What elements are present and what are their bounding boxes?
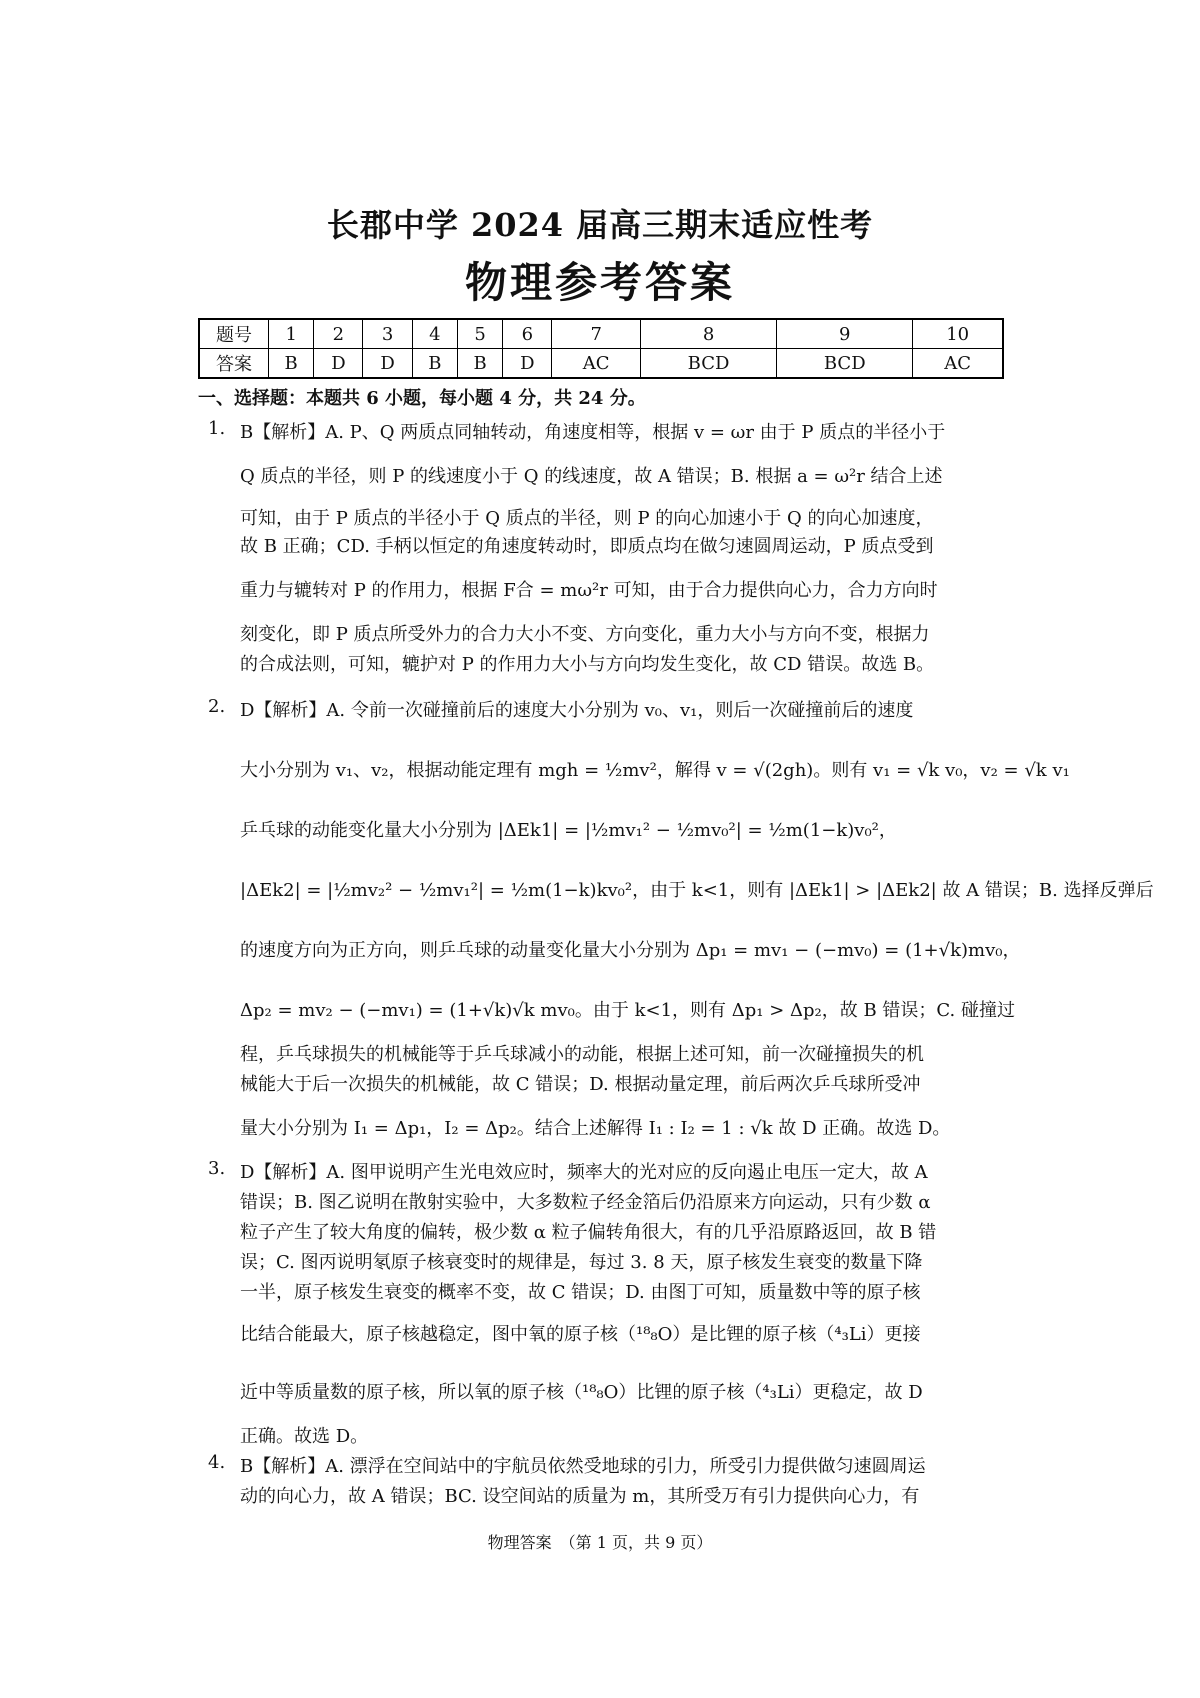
text-line: 一半，原子核发生衰变的概率不变，故 C 错误；D. 由图丁可知，质量数中等的原子核 <box>240 1282 921 1303</box>
text-line: 动的向心力，故 A 错误；BC. 设空间站的质量为 m，其所受万有引力提供向心力，有 <box>240 1486 920 1507</box>
table-cell: B <box>269 349 314 379</box>
text-line: 正确。故选 D。 <box>240 1426 369 1447</box>
exam-title: 长郡中学 2024 届高三期末适应性考 <box>326 206 874 244</box>
text-line: |ΔEk2| = |½mv₂² − ½mv₁²| = ½m(1−k)kv₀²，由于 k<1，则有 |ΔEk1| > |ΔEk2| 故 A 错误；B. 选择反弹后 <box>240 880 1154 901</box>
table-cell: D <box>314 349 363 379</box>
text-line: 的速度方向为正方向，则乒乓球的动量变化量大小分别为 Δp₁ = mv₁ − (−mv₀) = (1+√k)mv₀， <box>240 940 1021 961</box>
question-number: 4. <box>208 1452 226 1473</box>
text-line: 刻变化，即 P 质点所受外力的合力大小不变、方向变化，重力大小与方向不变，根据力 <box>240 624 930 645</box>
table-cell: 3 <box>363 319 412 349</box>
table-cell: BCD <box>640 349 776 379</box>
table-cell: 1 <box>269 319 314 349</box>
question-number-row <box>199 319 1003 349</box>
text-line: 程，乒乓球损失的机械能等于乒乓球减小的动能，根据上述可知，前一次碰撞损失的机 <box>240 1044 924 1065</box>
text-line: 粒子产生了较大角度的偏转，极少数 α 粒子偏转角很大，有的几乎沿原路返回，故 B 错 <box>240 1222 937 1243</box>
table-cell: 6 <box>503 319 552 349</box>
table-cell: B <box>457 349 502 379</box>
text-line: Δp₂ = mv₂ − (−mv₁) = (1+√k)√k mv₀。由于 k<1，则有 Δp₁ > Δp₂，故 B 错误；C. 碰撞过 <box>240 1000 1015 1021</box>
text-line: 比结合能最大，原子核越稳定，图中氧的原子核（¹⁸₈O）是比锂的原子核（⁴₃Li）更接 <box>240 1324 921 1345</box>
text-line: B【解析】A. 漂浮在空间站中的宇航员依然受地球的引力，所受引力提供做匀速圆周运 <box>240 1456 926 1477</box>
page-footer: 物理答案 （第 1 页，共 9 页） <box>487 1533 713 1552</box>
table-cell: B <box>412 349 457 379</box>
question-number: 2. <box>208 696 226 717</box>
section-heading: 一、选择题：本题共 6 小题，每小题 4 分，共 24 分。 <box>198 388 646 409</box>
text-line: 的合成法则，可知，辘护对 P 的作用力大小与方向均发生变化，故 CD 错误。故选 B。 <box>240 654 935 675</box>
answer-table <box>198 318 1004 379</box>
text-line: 乒乓球的动能变化量大小分别为 |ΔEk1| = |½mv₁² − ½mv₀²| = ½m(1−k)v₀²， <box>240 820 897 841</box>
text-line: 故 B 正确；CD. 手柄以恒定的角速度转动时，即质点均在做匀速圆周运动，P 质点受到 <box>240 536 934 557</box>
table-cell: AC <box>552 349 640 379</box>
question-number: 1. <box>208 418 226 439</box>
text-line: 量大小分别为 I₁ = Δp₁，I₂ = Δp₂。结合上述解得 I₁ : I₂ = 1 : √k 故 D 正确。故选 D。 <box>240 1118 951 1139</box>
text-line: 械能大于后一次损失的机械能，故 C 错误；D. 根据动量定理，前后两次乒乓球所受冲 <box>240 1074 921 1095</box>
text-line: D【解析】A. 令前一次碰撞前后的速度大小分别为 v₀、v₁，则后一次碰撞前后的速度 <box>240 700 914 721</box>
text-line: 错误；B. 图乙说明在散射实验中，大多数粒子经金箔后仍沿原来方向运动，只有少数 α <box>240 1192 931 1213</box>
text-line: 可知，由于 P 质点的半径小于 Q 质点的半径，则 P 的向心加速小于 Q 的向心加速度， <box>240 508 934 529</box>
text-line: 重力与辘转对 P 的作用力，根据 F合 = mω²r 可知，由于合力提供向心力，合力方向时 <box>240 580 938 601</box>
table-cell: 10 <box>913 319 1003 349</box>
table-cell: BCD <box>777 349 913 379</box>
table-cell: D <box>503 349 552 379</box>
text-line: D【解析】A. 图甲说明产生光电效应时，频率大的光对应的反向遏止电压一定大，故 A <box>240 1162 928 1183</box>
text-line: 近中等质量数的原子核，所以氧的原子核（¹⁸₈O）比锂的原子核（⁴₃Li）更稳定，故 D <box>240 1382 923 1403</box>
row-label: 题号 <box>199 319 269 349</box>
answer-key-title: 物理参考答案 <box>464 258 735 307</box>
text-line: 大小分别为 v₁、v₂，根据动能定理有 mgh = ½mv²，解得 v = √(2gh)。则有 v₁ = √k v₀，v₂ = √k v₁ <box>240 760 1070 781</box>
table-cell: 9 <box>777 319 913 349</box>
row-label: 答案 <box>199 349 269 379</box>
table-cell: 5 <box>457 319 502 349</box>
table-cell: 2 <box>314 319 363 349</box>
table-cell: 7 <box>552 319 640 349</box>
table-cell: 8 <box>640 319 776 349</box>
text-line: Q 质点的半径，则 P 的线速度小于 Q 的线速度，故 A 错误；B. 根据 a = ω²r 结合上述 <box>240 466 943 487</box>
table-cell: AC <box>913 349 1003 379</box>
answer-row <box>199 349 1003 379</box>
text-line: B【解析】A. P、Q 两质点同轴转动，角速度相等，根据 v = ωr 由于 P 质点的半径小于 <box>240 422 946 443</box>
text-line: 误；C. 图丙说明氡原子核衰变时的规律是，每过 3. 8 天，原子核发生衰变的数量下降 <box>240 1252 923 1273</box>
question-number: 3. <box>208 1158 226 1179</box>
table-cell: 4 <box>412 319 457 349</box>
table-cell: D <box>363 349 412 379</box>
